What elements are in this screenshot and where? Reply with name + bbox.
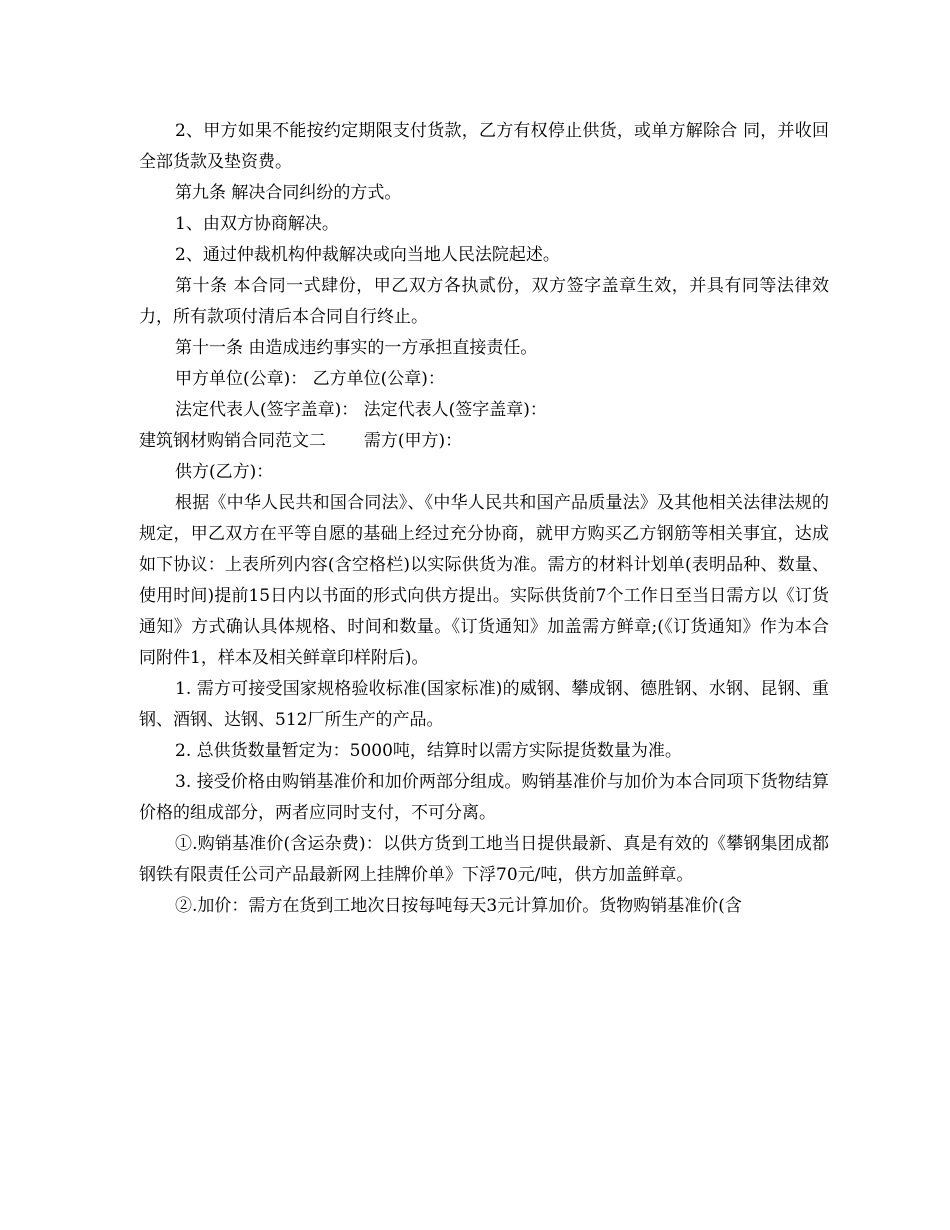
- article-nine-heading: 第九条 解决合同纠纷的方式。: [175, 183, 402, 203]
- dispute-item: 1、由双方协商解决。: [175, 214, 339, 234]
- article-eleven-paragraph: 第十一条 由造成违约事实的一方承担直接责任。: [175, 338, 538, 358]
- dispute-item: 2、通过仲裁机构仲裁解决或向当地人民法院起述。: [175, 245, 560, 265]
- sub-clause: ①.购销基准价(含运杂费)：以供方货到工地当日提供最新、真是有效的《攀钢集团成都钢铁有限责任公司产品最新网上挂牌价单》下浮70元/吨，供方加盖鲜章。: [139, 834, 829, 885]
- document-body: [139, 116, 829, 922]
- article-ten-paragraph: 第十条 本合同一式肆份，甲乙双方各执贰份，双方签字盖章生效，并具有同等法律效力，所有款项付清后本合同自行终止。: [139, 276, 829, 327]
- party-seal-line: 甲方单位(公章)： 乙方单位(公章)：: [175, 369, 445, 389]
- numbered-clause: 1. 需方可接受国家规格验收标准(国家标准)的威钢、攀成钢、德胜钢、水钢、昆钢、重钢、酒钢、达钢、512厂所生产的产品。: [139, 679, 829, 730]
- numbered-clause: 3. 接受价格由购销基准价和加价两部分组成。购销基准价与加价为本合同项下货物结算价格的组成部分，两者应同时支付，不可分离。: [139, 772, 829, 823]
- numbered-clause: 2. 总供货数量暂定为：5000吨，结算时以需方实际提货数量为准。: [175, 741, 682, 761]
- representative-signature-line: 法定代表人(签字盖章)： 法定代表人(签字盖章)：: [175, 400, 547, 420]
- clause-paragraph: 2、甲方如果不能按约定期限支付货款，乙方有权停止供货，或单方解除合 同，并收回全部货款及垫资费。: [139, 121, 829, 172]
- agreement-preamble: 根据《中华人民共和国合同法》、《中华人民共和国产品质量法》及其他相关法律法规的规定，甲乙双方在平等自愿的基础上经过充分协商，就甲方购买乙方钢筋等相关事宜，达成如下协议：上表所列内容(含空格栏)以实际供货为准。需方的材料计划单(表明品种、数量、使用时间)提前15日内以书面的形式向供方提出。实际供货前7个工作日至当日需方以《订货通知》方式确认具体规格、时间和数量。《订货通知》加盖需方鲜章;(《订货通知》作为本合同附件1，样本及相关鲜章印样附后)。: [139, 493, 829, 668]
- supplier-line: 供方(乙方)：: [175, 462, 274, 482]
- sub-clause: ②.加价：需方在货到工地次日按每吨每天3元计算加价。货物购销基准价(含: [175, 896, 742, 916]
- section-title-line: 建筑钢材购销合同范文二 需方(甲方)：: [139, 431, 463, 451]
